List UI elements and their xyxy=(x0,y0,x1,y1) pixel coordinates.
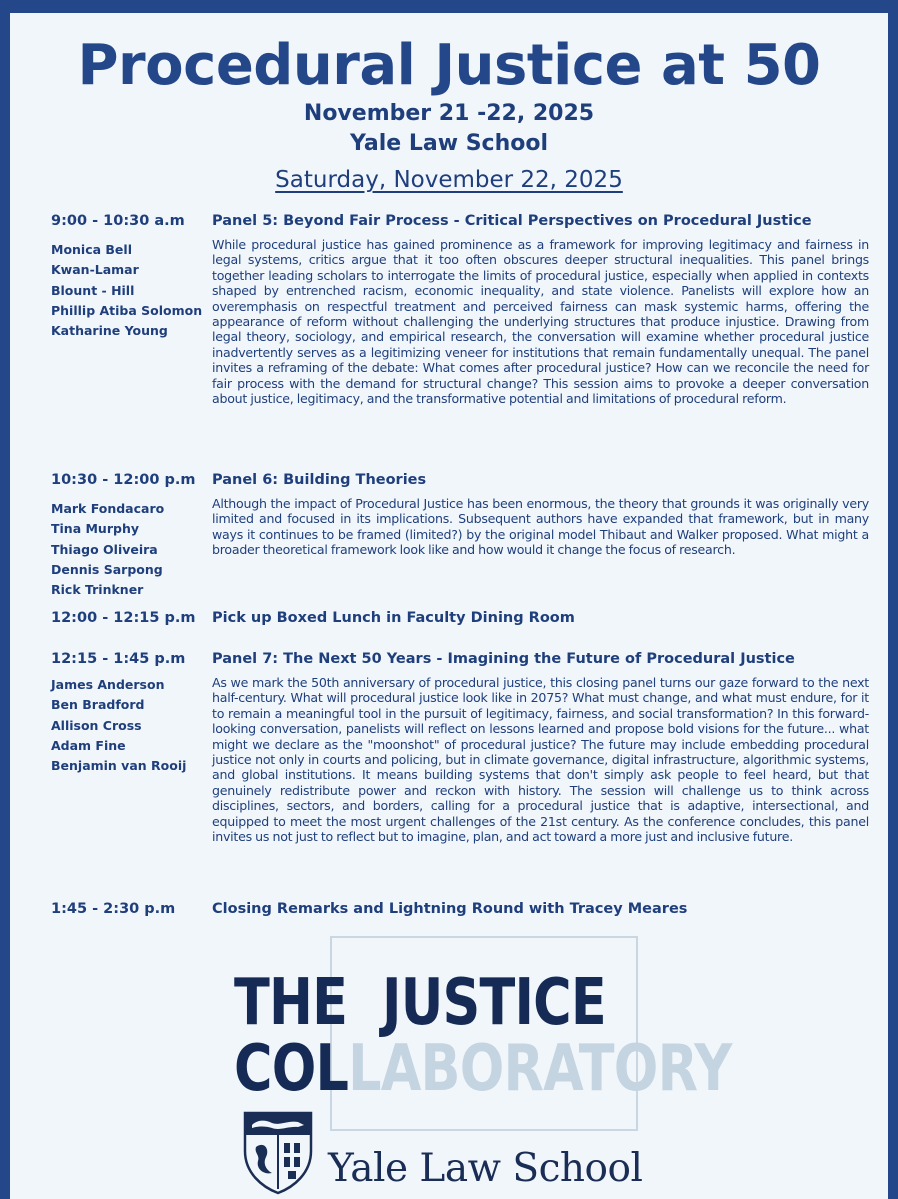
speaker-list xyxy=(51,240,211,341)
speaker-name: Tina Murphy xyxy=(51,521,139,537)
session-title: Panel 7: The Next 50 Years - Imagining the Future of Procedural Justice xyxy=(212,651,795,667)
session-title: Pick up Boxed Lunch in Faculty Dining Room xyxy=(212,610,575,626)
speaker-list xyxy=(51,499,211,600)
event-dates: November 21 -22, 2025 xyxy=(303,101,595,126)
session-time: 12:00 - 12:15 p.m xyxy=(51,610,196,626)
speaker-name: Phillip Atiba Solomon xyxy=(51,302,203,318)
yale-law-school-wordmark: Yale Law School xyxy=(328,1146,643,1191)
speaker-name: Kwan-Lamar xyxy=(51,262,139,278)
speaker-name: Rick Trinkner xyxy=(51,582,144,598)
speaker-name: Blount - Hill xyxy=(51,282,135,298)
session-time: 10:30 - 12:00 p.m xyxy=(51,472,196,488)
event-venue: Yale Law School xyxy=(349,131,549,156)
day-heading: Saturday, November 22, 2025 xyxy=(275,167,623,193)
yale-shield-icon xyxy=(242,1111,314,1195)
session-time: 1:45 - 2:30 p.m xyxy=(51,901,176,917)
session-title: Panel 5: Beyond Fair Process - Critical Perspectives on Procedural Justice xyxy=(212,213,812,229)
session-time: 9:00 - 10:30 a.m xyxy=(51,213,185,229)
speaker-list xyxy=(51,675,211,776)
logo-text-dark: COL xyxy=(234,1032,349,1106)
session-time: 12:15 - 1:45 p.m xyxy=(51,651,186,667)
speaker-name: Mark Fondacaro xyxy=(51,501,165,516)
speaker-name: Adam Fine xyxy=(51,737,126,753)
flyer-page xyxy=(10,13,888,1199)
session-description: As we mark the 50th anniversary of procedural justice, this closing panel turns our gaze forward to the next half-century. What will procedural justice look like in 2075? What must change, and what must endure, for it to remain a meaningful tool in the pursuit of legitimacy, fairness, and social transformation? In this forward-looking conversation, panelists will reflect on lessons learned and propose bold visions for the future... what might we declare as the "moonshot" of procedural justice? The future may include embedding procedural justice not only in courts and policing, but in climate governance, digital infrastructure, algorithmic systems, and global institutions. It means building systems that don't simply ask people to feel heard, but that genuinely redistribute power and reckon with history. The session will challenge us to think across disciplines, sectors, and borders, calling for a procedural justice that is adaptive, intersectional, and equipped to meet the most urgent challenges of the 21st century. As the conference concludes, this panel invites us not just to reflect but to imagine, plan, and act toward a more just and inclusive future. xyxy=(212,675,869,845)
justice-collaboratory-logo-line-1 xyxy=(234,966,606,1040)
speaker-name: Dennis Sarpong xyxy=(51,561,163,577)
speaker-name: Benjamin van Rooij xyxy=(51,758,187,774)
speaker-name: Ben Bradford xyxy=(51,697,145,713)
speaker-name: Monica Bell xyxy=(51,242,132,257)
logo-text-dark: THE JUSTICE xyxy=(234,966,606,1040)
logo-text-light: LABORATORY xyxy=(348,1032,732,1106)
session-description: Although the impact of Procedural Justice has been enormous, the theory that grounds it was originally very limited and focused in its implications. Subsequent authors have expanded that framework, but in many ways it continues to be framed (limited?) by the original model Thibaut and Walker proposed. What might a broader theoretical framework look like and how would it change the focus of research. xyxy=(212,496,869,558)
page-title: Procedural Justice at 50 xyxy=(77,33,821,98)
speaker-name: Thiago Oliveira xyxy=(51,541,158,557)
justice-collaboratory-logo-line-2 xyxy=(234,1032,732,1106)
speaker-name: Allison Cross xyxy=(51,717,142,733)
speaker-name: James Anderson xyxy=(51,677,165,692)
speaker-name: Katharine Young xyxy=(51,323,168,339)
session-title: Closing Remarks and Lightning Round with Tracey Meares xyxy=(212,901,688,917)
session-title: Panel 6: Building Theories xyxy=(212,472,427,488)
session-description: While procedural justice has gained prominence as a framework for improving legitimacy and fairness in legal systems, critics argue that it too often obscures deeper structural inequalities. This panel brings together leading scholars to interrogate the limits of procedural justice, especially when applied in contexts shaped by entrenched racism, economic inequality, and state violence. Panelists will explore how an overemphasis on respectful treatment and perceived fairness can mask systemic harms, offering the appearance of reform without challenging the underlying structures that produce injustice. Drawing from legal theory, sociology, and empirical research, the conversation will examine whether procedural justice inadvertently serves as a legitimizing veneer for institutions that remain fundamentally unequal. The panel invites a reframing of the debate: What comes after procedural justice? How can we reconcile the need for fair process with the demand for structural change? This session aims to provoke a deeper conversation about justice, legitimacy, and the transformative potential and limitations of procedural reform. xyxy=(212,237,869,407)
